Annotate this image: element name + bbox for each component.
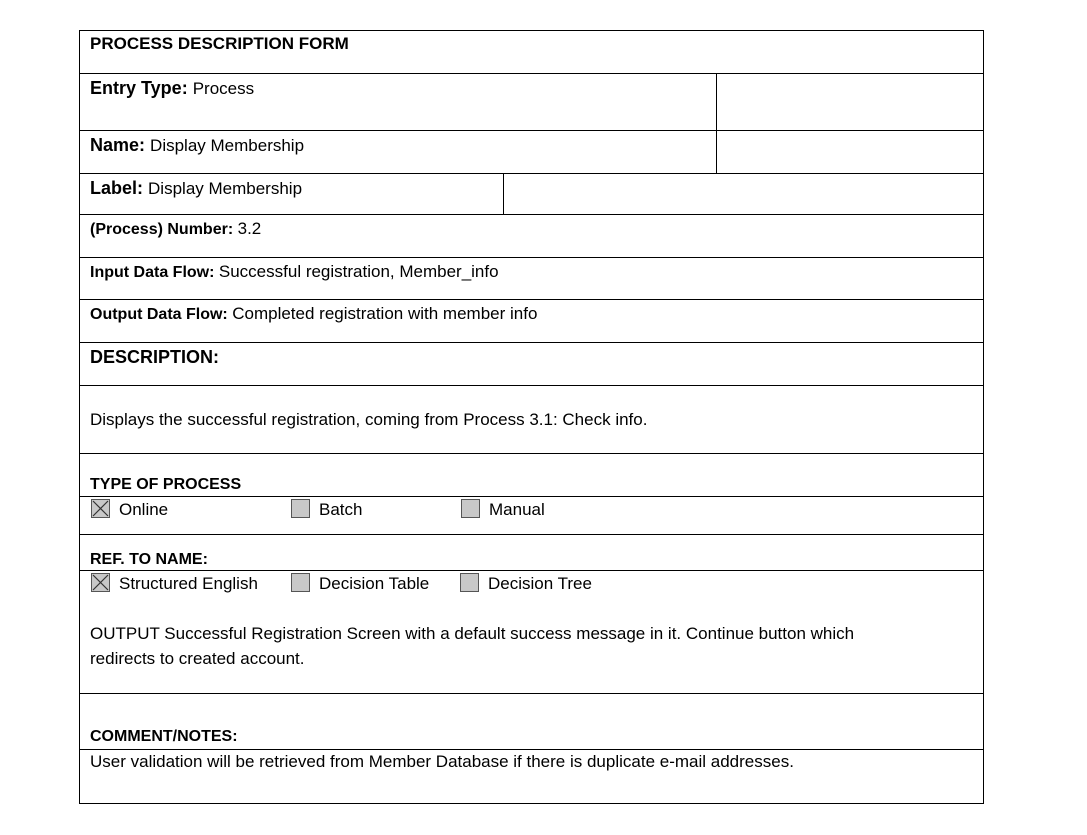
name-extra-cell (717, 131, 983, 173)
entry-type-cell (80, 74, 717, 130)
online-checkbox[interactable] (91, 499, 110, 518)
ref-to-name-body-row (80, 571, 983, 694)
input-flow-label: Input Data Flow: (90, 264, 215, 281)
process-description-form (79, 30, 984, 804)
output-flow-label: Output Data Flow: (90, 306, 228, 323)
name-label: Name: (90, 135, 146, 155)
checked-x-icon (92, 500, 109, 517)
form-title: PROCESS DESCRIPTION FORM (90, 34, 349, 53)
output-flow-field (90, 304, 537, 324)
output-flow-value: Completed registration with member info (232, 304, 538, 323)
description-heading: DESCRIPTION: (90, 347, 220, 367)
number-label: (Process) Number: (90, 221, 234, 238)
manual-label: Manual (489, 500, 545, 519)
comments-text: User validation will be retrieved from Member Database if there is duplicate e-mail addresses. (90, 752, 794, 771)
name-cell (80, 131, 717, 173)
online-label: Online (119, 500, 169, 519)
name-row (80, 131, 983, 174)
entry-type-row (80, 74, 983, 131)
number-field (90, 219, 261, 239)
name-value: Display Membership (150, 136, 305, 155)
number-value: 3.2 (237, 219, 262, 238)
decision-table-label: Decision Table (319, 574, 430, 593)
ref-to-name-heading-row (80, 535, 983, 571)
description-text-row (80, 386, 983, 454)
comments-heading: COMMENT/NOTES: (90, 728, 238, 745)
ref-to-name-heading: REF. TO NAME: (90, 551, 208, 568)
decision-tree-label: Decision Tree (488, 574, 592, 593)
entry-type-value: Process (192, 79, 255, 98)
comments-text-row (80, 750, 983, 805)
decision-tree-checkbox[interactable] (460, 573, 479, 592)
output-flow-row (80, 300, 983, 343)
comments-heading-row (80, 694, 983, 750)
entry-type-label: Entry Type: (90, 78, 188, 98)
input-flow-field (90, 262, 499, 282)
label-field (90, 178, 302, 199)
batch-checkbox[interactable] (291, 499, 310, 518)
description-heading-row (80, 343, 983, 386)
form-title-row (80, 31, 983, 74)
number-row (80, 215, 983, 258)
manual-checkbox[interactable] (461, 499, 480, 518)
entry-type-extra-cell (717, 74, 983, 130)
structured-english-text: OUTPUT Successful Registration Screen with a default success message in it. Continue button which redirects to created account. (90, 624, 855, 668)
batch-label: Batch (319, 500, 363, 519)
entry-type-field (90, 78, 254, 99)
label-label: Label: (90, 178, 144, 198)
checked-x-icon (92, 574, 109, 591)
decision-table-checkbox[interactable] (291, 573, 310, 592)
structured-english-checkbox[interactable] (91, 573, 110, 592)
label-value: Display Membership (148, 179, 303, 198)
structured-english-label: Structured English (119, 574, 258, 593)
type-of-process-heading: TYPE OF PROCESS (90, 476, 242, 493)
input-flow-row (80, 258, 983, 300)
name-field (90, 135, 304, 156)
label-extra-cell (504, 174, 983, 214)
type-of-process-options-row (80, 497, 983, 535)
label-row (80, 174, 983, 215)
input-flow-value: Successful registration, Member_info (218, 262, 499, 281)
type-of-process-heading-row (80, 454, 983, 497)
label-cell (80, 174, 504, 214)
description-text: Displays the successful registration, coming from Process 3.1: Check info. (90, 410, 648, 429)
